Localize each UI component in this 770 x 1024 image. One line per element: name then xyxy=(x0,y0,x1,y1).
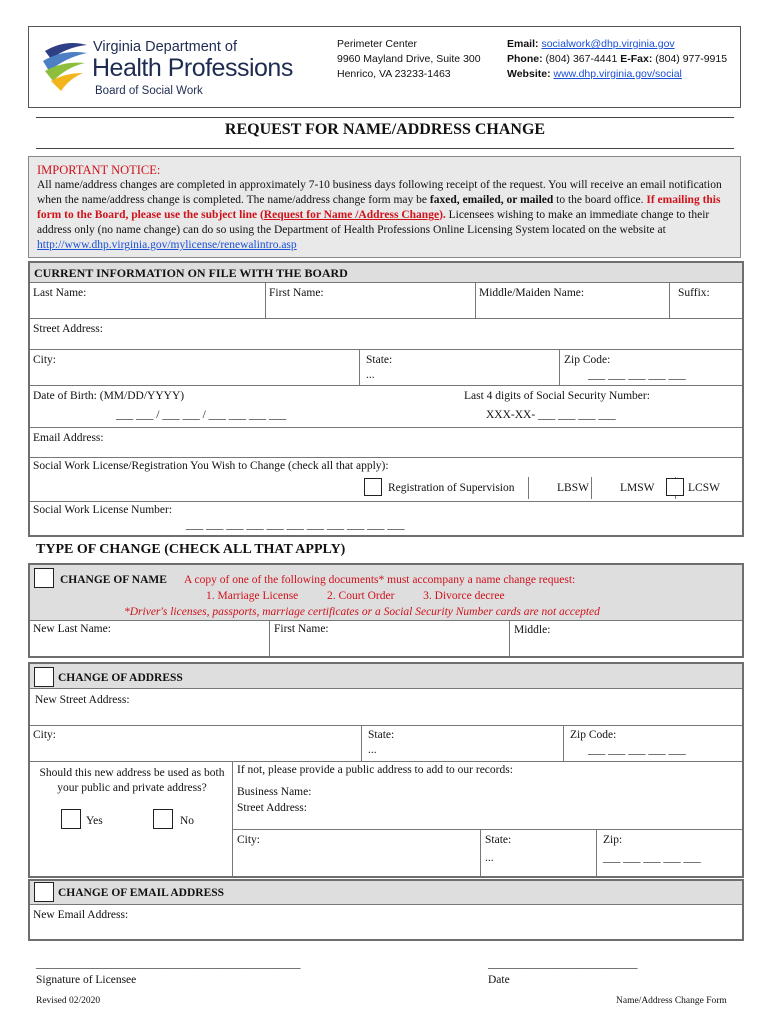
change-address-section xyxy=(28,662,744,878)
supervision-checkbox[interactable] xyxy=(364,478,382,496)
date-label: Date xyxy=(488,974,510,986)
zip-blanks: ___ ___ ___ ___ ___ xyxy=(588,369,686,381)
no-label: No xyxy=(180,815,195,827)
field-label: First Name: xyxy=(274,623,329,635)
logo-line-2: Health Professions xyxy=(92,54,293,82)
yes-label: Yes xyxy=(86,815,103,827)
change-email-label: CHANGE OF EMAIL ADDRESS xyxy=(58,887,225,899)
field-label: Middle/Maiden Name: xyxy=(479,287,585,299)
field-label: Email Address: xyxy=(33,432,104,444)
no-checkbox[interactable] xyxy=(153,809,173,829)
efax-label: E-Fax xyxy=(620,53,649,65)
dob-ssn-row xyxy=(30,386,742,428)
new-zip-field[interactable] xyxy=(564,726,742,762)
option-label: LBSW xyxy=(557,482,589,494)
field-label: Last Name: xyxy=(33,287,87,299)
field-label: Middle: xyxy=(514,624,551,636)
street-address-field[interactable] xyxy=(30,319,742,350)
current-info-section xyxy=(28,261,744,537)
state-field[interactable] xyxy=(360,350,560,386)
public-address-block xyxy=(233,762,742,830)
state-placeholder: ... xyxy=(368,744,377,756)
accepted-documents: 1. Marriage License 2. Court Order 3. Divorce decree xyxy=(206,590,505,602)
public-state-field[interactable] xyxy=(481,830,597,876)
change-address-label: CHANGE OF ADDRESS xyxy=(58,672,183,684)
website-label: Website xyxy=(507,68,548,80)
address-line: Henrico, VA 23233-1463 xyxy=(337,68,451,80)
divider xyxy=(36,148,734,149)
new-first-name-field[interactable] xyxy=(270,620,510,656)
first-name-field[interactable] xyxy=(266,283,476,319)
suffix-field[interactable] xyxy=(670,283,742,319)
dhp-logo xyxy=(41,35,331,101)
field-label: State: xyxy=(368,729,395,741)
address-line: Perimeter Center xyxy=(337,38,417,50)
field-label: New Email Address: xyxy=(33,909,129,921)
dob-input[interactable]: ___ ___ / ___ ___ / ___ ___ ___ ___ xyxy=(116,409,287,421)
new-city-field[interactable] xyxy=(30,726,362,762)
signature-line[interactable]: ______________________________________________ xyxy=(36,958,301,970)
field-label: New Last Name: xyxy=(33,623,111,635)
signature-label: Signature of Licensee xyxy=(36,974,137,986)
new-street-field[interactable] xyxy=(30,688,742,726)
notice-text: All name/address changes are completed in approximately 7-10 business days following receipt of the request. You will receive an email notification when the name/address change is completed. The name/address change form may be faxed, emailed, or mailed to the board office. If emailing this form to the Board, please use the subject line (Request for Name /Address Change). Licensees wishing to make an immediate change to their address only (no name change) can do so using the Department of Health Professions Online Licensing System located on the website at http://www.dhp.virginia.gov/mylicense/renewalintro.asp xyxy=(37,179,722,251)
if-not-label: If not, please provide a public address to add to our records: xyxy=(237,764,513,776)
field-label: Zip Code: xyxy=(564,354,611,366)
public-private-question xyxy=(30,762,233,876)
field-label: City: xyxy=(33,729,57,741)
type-of-change-heading: TYPE OF CHANGE (CHECK ALL THAT APPLY) xyxy=(36,542,346,557)
logo-line-3: Board of Social Work xyxy=(95,85,203,97)
notice-heading: IMPORTANT NOTICE: xyxy=(37,163,161,177)
field-label: Zip: xyxy=(603,834,623,846)
logo-emblem-icon xyxy=(41,37,89,93)
current-info-heading: CURRENT INFORMATION ON FILE WITH THE BOARD xyxy=(34,266,348,280)
letterhead xyxy=(28,26,741,108)
last-name-field[interactable] xyxy=(30,283,266,319)
zip-blanks: ___ ___ ___ ___ ___ xyxy=(588,744,686,756)
new-middle-name-field[interactable] xyxy=(510,620,742,656)
renewal-link[interactable]: http://www.dhp.virginia.gov/mylicense/renewalintro.asp xyxy=(37,239,297,251)
option-label: Registration of Supervision xyxy=(388,482,515,494)
city-field[interactable] xyxy=(30,350,360,386)
contact-info: Email: socialwork@dhp.virginia.gov Phone: (804) 367-4441 E-Fax: (804) 977-9915 Website: www.dhp.virginia.gov/social xyxy=(507,38,728,80)
new-last-name-field[interactable] xyxy=(30,620,270,656)
revision-date: Revised 02/2020 xyxy=(36,996,101,1006)
address-line: 9960 Mayland Drive, Suite 300 xyxy=(337,53,481,65)
important-notice xyxy=(28,156,741,258)
field-label: State: xyxy=(485,834,512,846)
lcsw-checkbox[interactable] xyxy=(666,478,684,496)
field-label: City: xyxy=(237,834,261,846)
option-label: LMSW xyxy=(620,482,655,494)
page-title: REQUEST FOR NAME/ADDRESS CHANGE xyxy=(224,121,546,138)
phone-label: Phone xyxy=(507,53,540,65)
public-city-field[interactable] xyxy=(233,830,481,876)
field-label: Suffix: xyxy=(678,287,710,299)
website-link[interactable]: www.dhp.virginia.gov/social xyxy=(553,68,682,80)
license-blanks: ___ ___ ___ ___ ___ ___ ___ ___ ___ ___ ___ xyxy=(186,519,405,531)
divider xyxy=(36,117,734,118)
field-label: Zip Code: xyxy=(570,729,617,741)
public-street-label[interactable]: Street Address: xyxy=(237,802,307,814)
lmsw-option[interactable] xyxy=(592,477,676,499)
efax-value: (804) 977-9915 xyxy=(655,53,728,65)
yes-checkbox[interactable] xyxy=(61,809,81,829)
email-field[interactable] xyxy=(30,428,742,458)
license-type-row xyxy=(30,458,742,502)
business-name-label[interactable]: Business Name: xyxy=(237,786,312,798)
new-email-field[interactable] xyxy=(30,904,742,939)
state-placeholder: ... xyxy=(366,369,375,381)
field-label: Street Address: xyxy=(33,323,103,335)
ssn-input[interactable]: XXX-XX- ___ ___ ___ ___ xyxy=(486,409,616,421)
middle-name-field[interactable] xyxy=(476,283,670,319)
mailing-address xyxy=(337,37,481,82)
change-name-section xyxy=(28,563,744,658)
field-label: City: xyxy=(33,354,57,366)
date-line[interactable]: __________________________ xyxy=(488,958,638,970)
state-placeholder: ... xyxy=(485,852,494,864)
ssn-label: Last 4 digits of Social Security Number: xyxy=(464,390,650,402)
logo-line-1: Virginia Department of xyxy=(93,39,238,55)
field-label: New Street Address: xyxy=(35,694,130,706)
zip-blanks: ___ ___ ___ ___ ___ xyxy=(603,852,701,864)
question-text: Should this new address be used as both your public and private address? xyxy=(39,767,225,794)
change-email-section xyxy=(28,879,744,941)
name-change-note: A copy of one of the following documents* must accompany a name change request: xyxy=(184,574,576,586)
change-address-checkbox[interactable] xyxy=(34,667,54,687)
email-label: Email xyxy=(507,38,536,50)
license-change-label: Social Work License/Registration You Wish to Change (check all that apply): xyxy=(33,460,389,472)
public-zip-field[interactable] xyxy=(597,830,742,876)
field-label: First Name: xyxy=(269,287,324,299)
change-name-label: CHANGE OF NAME xyxy=(60,574,167,586)
change-email-checkbox[interactable] xyxy=(34,882,54,902)
change-name-checkbox[interactable] xyxy=(34,568,54,588)
phone-value: (804) 367-4441 xyxy=(545,53,618,65)
document-disclaimer: *Driver's licenses, passports, marriage certificates or a Social Security Number cards are not accepted xyxy=(124,606,600,618)
dob-label: Date of Birth: (MM/DD/YYYY) xyxy=(33,390,185,402)
form-name: Name/Address Change Form xyxy=(616,996,727,1006)
field-label: Social Work License Number: xyxy=(33,504,173,516)
email-link[interactable]: socialwork@dhp.virginia.gov xyxy=(541,38,675,50)
zip-field[interactable] xyxy=(560,350,742,386)
option-label: LCSW xyxy=(688,482,720,494)
field-label: State: xyxy=(366,354,393,366)
license-number-field[interactable] xyxy=(30,502,742,535)
lbsw-option[interactable] xyxy=(528,477,592,499)
new-state-field[interactable] xyxy=(362,726,564,762)
